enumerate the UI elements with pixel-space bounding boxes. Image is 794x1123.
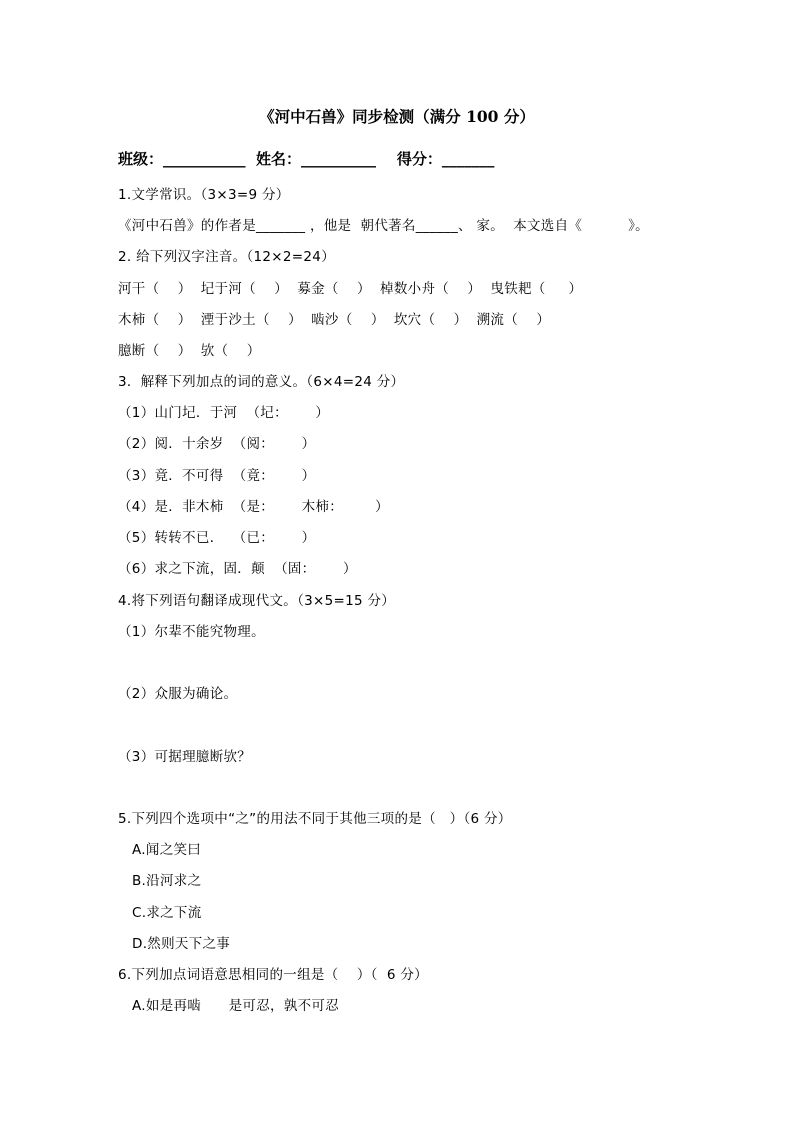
student-info-header: 班级：___________ 姓名：__________ 得分：_______ <box>118 150 495 168</box>
question-5-option-a: A.闻之笑曰 <box>132 842 202 858</box>
question-6-option-a: A.如是再啮 是可忍，孰不可忍 <box>132 998 340 1014</box>
question-4-item-2: （2）众服为确论。 <box>118 686 238 702</box>
question-3-item-4: （4）是．非木柿 （是： 木柿： ） <box>118 499 389 515</box>
question-2-row-3: 臆断（ ） 欤（ ） <box>118 343 261 359</box>
question-4-heading: 4.将下列语句翻译成现代文。（3×5=15 分） <box>118 593 396 609</box>
question-3-item-2: （2）阅．十余岁 （阅： ） <box>118 436 316 452</box>
question-5-option-b: B.沿河求之 <box>132 873 202 889</box>
question-3-item-6: （6）求之下流，固．颠 （固： ） <box>118 561 357 577</box>
question-4-item-3: （3）可据理臆断欤？ <box>118 749 252 765</box>
question-3-item-3: （3）竟．不可得 （竟： ） <box>118 468 316 484</box>
question-3-item-1: （1）山门圮．于河 （圮： ） <box>118 405 330 421</box>
question-5-heading: 5.下列四个选项中“之”的用法不同于其他三项的是（ ）（6 分） <box>118 811 512 827</box>
question-3-heading: 3．解释下列加点的词的意义。（6×4=24 分） <box>118 374 405 390</box>
question-6-heading: 6.下列加点词语意思相同的一组是（ ）（ 6 分） <box>118 967 428 983</box>
question-5-option-d: D.然则天下之事 <box>132 936 231 952</box>
question-2-row-2: 木柿（ ） 湮于沙土（ ） 啮沙（ ） 坎穴（ ） 溯流（ ） <box>118 312 551 328</box>
question-3-item-5: （5）转转不已． （已： ） <box>118 530 316 546</box>
question-2-heading: 2. 给下列汉字注音。（12×2=24） <box>118 249 335 265</box>
question-2-row-1: 河干（ ） 圮于河（ ） 募金（ ） 棹数小舟（ ） 曳铁耙（ ） <box>118 281 583 297</box>
question-1-text: 《河中石兽》的作者是_______ ，他是 朝代著名______、 家。 本文选自《 》。 <box>118 218 649 234</box>
question-1-heading: 1.文学常识。（3×3=9 分） <box>118 187 290 203</box>
question-4-item-1: （1）尔辈不能究物理。 <box>118 624 265 640</box>
question-5-option-c: C.求之下流 <box>132 905 202 921</box>
page-title: 《河中石兽》同步检测（满分 100 分） <box>259 107 535 126</box>
